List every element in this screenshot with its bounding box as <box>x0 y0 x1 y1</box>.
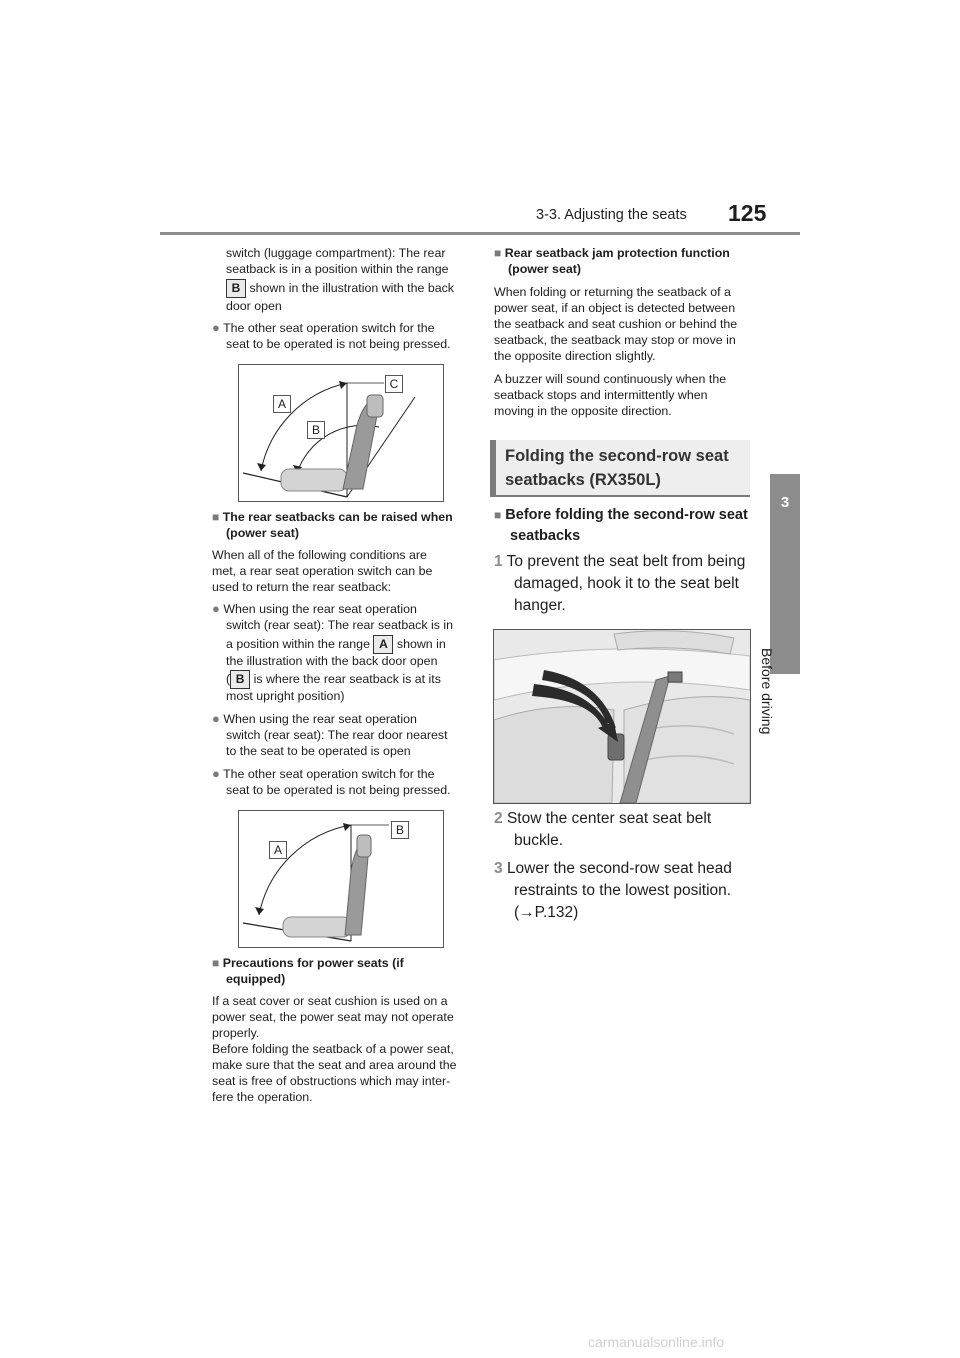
bullet-2-line-1: When using the rear seat operation <box>223 602 417 616</box>
chapter-label: Before driving <box>759 648 775 735</box>
bullet-4-line-2: seat to be operated is not being pressed. <box>226 783 451 797</box>
square-bullet-icon: ■ <box>212 956 220 970</box>
figure-label-a: A <box>273 395 291 413</box>
step-2-number: 2 <box>494 810 503 827</box>
bullet-1-line-2: seat to be operated is not being pressed. <box>226 337 451 351</box>
subheading-raised-line-2: (power seat) <box>226 526 299 540</box>
range-label-a: A <box>373 635 393 654</box>
bullet-icon: ● <box>212 601 220 616</box>
bullet-2 <box>212 601 417 617</box>
subheading-raised <box>212 509 453 525</box>
square-bullet-icon: ■ <box>212 510 220 524</box>
range-label-b2: B <box>230 670 250 689</box>
precautions-p-6: seat is free of obstructions which may inter- <box>212 1074 451 1088</box>
bullet-1-line-1: The other seat operation switch for the <box>223 321 435 335</box>
precautions-p-7: fere the operation. <box>212 1090 313 1104</box>
seat-belt-hanger-illustration <box>493 629 751 804</box>
continued-line-3-text: shown in the illustration with the back <box>249 280 455 295</box>
jam-p-1: When folding or returning the seatback of a <box>494 285 731 299</box>
bullet-icon: ● <box>212 711 220 726</box>
range-label-b: B <box>226 279 246 298</box>
bullet-2-line-6: most upright position) <box>226 689 345 703</box>
square-bullet-icon: ■ <box>494 508 502 522</box>
conditions-p-1: When all of the following conditions are <box>212 548 427 562</box>
subheading-jam-line-2: (power seat) <box>508 262 581 276</box>
step-1 <box>494 551 745 573</box>
seatback-range-illustration-1 <box>238 364 444 502</box>
bullet-2-line-3b: shown in <box>396 636 446 651</box>
figure-label-a: A <box>269 841 287 859</box>
page-number: 125 <box>728 200 767 226</box>
bullet-2-line-4: the illustration with the back door open <box>226 654 438 668</box>
subheading-before-folding-line-1: Before folding the second-row seat <box>505 507 748 523</box>
subheading-jam-line-1: Rear seatback jam protection function <box>504 246 730 260</box>
bullet-icon: ● <box>212 766 220 781</box>
bullet-icon: ● <box>212 320 220 335</box>
bullet-2-line-2: switch (rear seat): The rear seatback is in <box>226 618 454 632</box>
subheading-before-folding <box>494 505 748 526</box>
precautions-p-2: power seat, the power seat may not operate <box>212 1010 454 1024</box>
section-title-line-1: Folding the second-row seat <box>505 447 729 465</box>
jam-p-2: power seat, if an object is detected between <box>494 301 736 315</box>
bullet-2-line-3 <box>226 635 446 654</box>
bullet-4 <box>212 766 435 782</box>
precautions-p-1: If a seat cover or seat cushion is used on a <box>212 994 448 1008</box>
section-heading-bar <box>490 440 496 495</box>
conditions-p-2: met, a rear seat operation switch can be <box>212 564 433 578</box>
buzzer-p-3: moving in the opposite direction. <box>494 404 672 418</box>
figure-label-b: B <box>391 821 409 839</box>
subheading-precautions-line-1: Precautions for power seats (if <box>222 956 404 970</box>
jam-p-3: the seatback and seat cushion or behind the <box>494 317 738 331</box>
header-section-title: 3-3. Adjusting the seats <box>536 207 687 223</box>
figure-label-c: C <box>385 375 403 393</box>
page-reference-link[interactable]: (→P.132) <box>514 904 579 921</box>
subheading-before-folding-line-2: seatbacks <box>510 528 581 544</box>
subheading-precautions <box>212 955 404 971</box>
jam-p-5: the opposite direction slightly. <box>494 349 656 363</box>
buzzer-p-1: A buzzer will sound continuously when the <box>494 372 727 386</box>
step-1-line-3: hanger. <box>514 597 566 614</box>
section-heading-rule <box>490 495 750 497</box>
step-2-line-2: buckle. <box>514 832 564 849</box>
section-title-line-2: seatbacks (RX350L) <box>505 471 661 489</box>
buzzer-p-2: seatback stops and intermittently when <box>494 388 708 402</box>
square-bullet-icon: ■ <box>494 246 502 260</box>
section-title <box>505 444 729 492</box>
bullet-4-line-1: The other seat operation switch for the <box>223 767 435 781</box>
step-3-number: 3 <box>494 860 503 877</box>
watermark: carmanualsonline.info <box>588 1334 725 1350</box>
continued-line-2: seatback is in a position within the range <box>226 262 449 276</box>
bullet-2-line-5-paren: ( <box>226 671 231 686</box>
step-1-number: 1 <box>494 553 503 570</box>
bullet-1 <box>212 320 435 336</box>
conditions-p-3: used to return the rear seatback: <box>212 580 392 594</box>
chapter-number: 3 <box>780 494 790 511</box>
step-3 <box>494 858 732 880</box>
bullet-3-line-1: When using the rear seat operation <box>223 712 417 726</box>
step-3-line-1: Lower the second-row seat head <box>506 860 732 877</box>
subheading-precautions-line-2: equipped) <box>226 972 286 986</box>
subheading-jam-protection <box>494 245 730 261</box>
step-3-line-2: restraints to the lowest position. <box>514 882 732 899</box>
step-2 <box>494 808 711 830</box>
continued-line-3 <box>226 279 454 298</box>
bullet-3-line-2: switch (rear seat): The rear door nearest <box>226 728 448 742</box>
step-2-line-1: Stow the center seat seat belt <box>506 810 712 827</box>
continued-line-4: door open <box>226 299 282 313</box>
continued-line-1: switch (luggage compartment): The rear <box>226 246 446 260</box>
step-1-line-2: damaged, hook it to the seat belt <box>514 575 739 592</box>
bullet-3-line-3: to the seat to be operated is open <box>226 744 411 758</box>
bullet-2-line-5b: is where the rear seatback is at its <box>253 671 441 686</box>
precautions-p-3: properly. <box>212 1026 260 1040</box>
subheading-raised-line-1: The rear seatbacks can be raised when <box>222 510 453 524</box>
bullet-2-line-3a: a position within the range <box>226 636 370 651</box>
step-1-line-1: To prevent the seat belt from being <box>506 553 746 570</box>
bullet-2-line-5 <box>226 670 441 689</box>
figure-label-b: B <box>307 421 325 439</box>
precautions-p-4: Before folding the seatback of a power seat, <box>212 1042 454 1056</box>
bullet-3 <box>212 711 417 727</box>
seatback-range-illustration-2 <box>238 810 444 948</box>
header-rule <box>160 232 800 235</box>
precautions-p-5: make sure that the seat and area around the <box>212 1058 457 1072</box>
jam-p-4: seatback, the seatback may stop or move in <box>494 333 736 347</box>
